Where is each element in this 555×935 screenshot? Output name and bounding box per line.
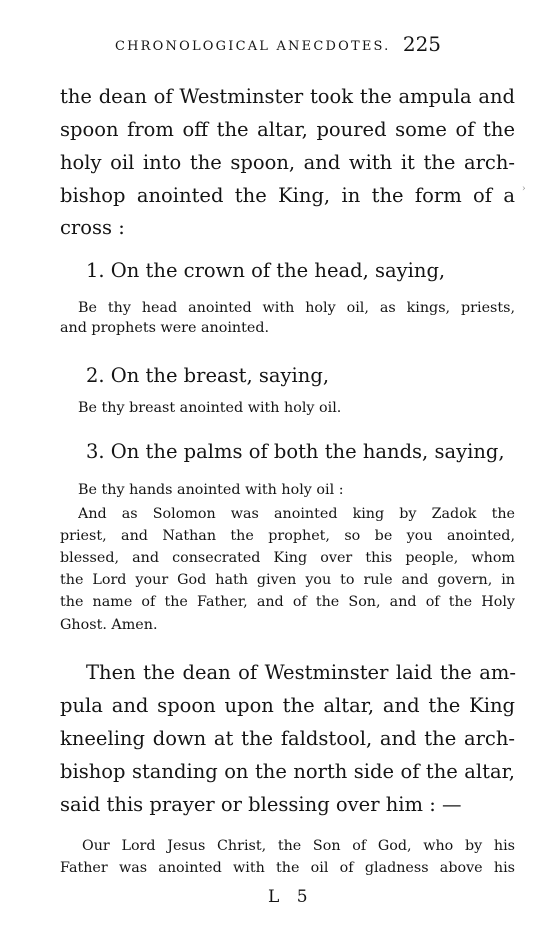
text-line: spoon from off the altar, poured some of the [60,118,515,141]
text-line: said this prayer or blessing over him : — [60,793,462,816]
item-heading: 2. On the breast, saying, [86,364,330,387]
quote-line: Ghost. Amen. [60,617,158,633]
item-heading: 3. On the palms of both the hands, saying, [86,440,505,463]
quote-line: Be thy hands anointed with holy oil : [78,482,344,498]
quote-line: priest, and Nathan the prophet, so be you anointed, [60,528,515,544]
quote-line: Be thy breast anointed with holy oil. [78,400,342,416]
text-line: bishop anointed the King, in the form of a [60,184,515,207]
signature-mark: L 5 [268,887,314,907]
quote-line: the Lord your God hath given you to rule and govern, in [60,572,515,588]
quote-line: And as Solomon was anointed king by Zadok the [78,506,515,522]
running-title: CHRONOLOGICAL ANECDOTES. [115,39,391,54]
text-line: Then the dean of Westminster laid the am- [86,661,516,684]
page-number: 225 [402,32,442,56]
item-heading: 1. On the crown of the head, saying, [86,259,446,282]
quote-line: and prophets were anointed. [60,320,270,336]
text-line: bishop standing on the north side of the altar, [60,760,515,783]
quote-line: the name of the Father, and of the Son, and of the Holy [60,594,515,610]
text-line: the dean of Westminster took the ampula and [60,85,515,108]
text-line: holy oil into the spoon, and with it the arch- [60,151,515,174]
text-line: cross : [60,216,125,239]
quote-line: blessed, and consecrated King over this people, whom [60,550,515,566]
quote-line: Our Lord Jesus Christ, the Son of God, who by his [82,838,515,854]
running-header [115,32,515,56]
text-line: kneeling down at the faldstool, and the arch- [60,727,515,750]
text-line: pula and spoon upon the altar, and the King [60,694,515,717]
quote-line: Father was anointed with the oil of gladness above his [60,860,515,876]
margin-mark: › [522,184,526,194]
quote-line: Be thy head anointed with holy oil, as kings, priests, [78,300,515,316]
